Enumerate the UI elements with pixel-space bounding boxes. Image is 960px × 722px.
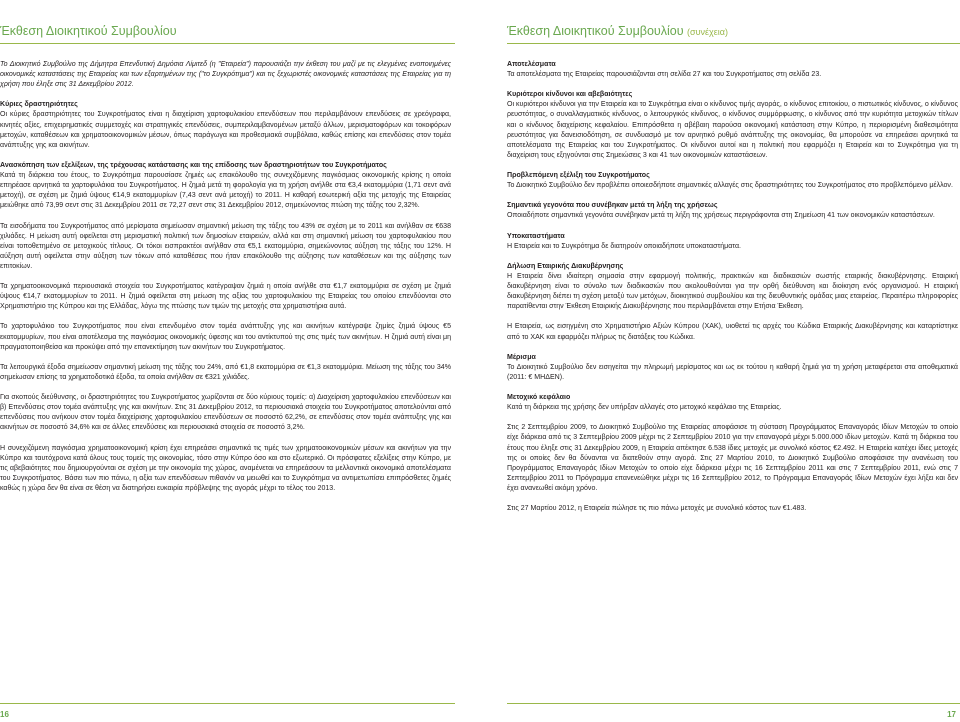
paragraph-governance-2: Η Εταιρεία, ως εισηγμένη στο Χρηματιστήριο Αξιών Κύπρου (ΧΑΚ), υιοθετεί τις αρχές του Κώδικα Εταιρικής Διακυβέρνησης και καταρτίστηκε από το ΧΑΚ και εφαρμόζει πλήρως τις διατάξεις του Κώδικα. bbox=[507, 323, 958, 341]
heading-subsequent-events: Σημαντικά γεγονότα που συνέβηκαν μετά τη λήξη της χρήσεως bbox=[507, 202, 718, 210]
header-right-title: Έκθεση Διοικητικού Συμβουλίου bbox=[507, 24, 684, 38]
paragraph-share-capital-3: Στις 27 Μαρτίου 2012, η Εταιρεία πώλησε τις πιο πάνω μετοχές με συνολικό κόστος των €1.483. bbox=[507, 505, 807, 513]
paragraph-review-6: Για σκοπούς διεύθυνσης, οι δραστηριότητες του Συγκροτήματος χωρίζονται σε δύο κύριους τομείς: α) Διαχείριση χαρτοφυλακίου επενδύσεων και β) Επενδύσεις στον τομέα ανάπτυξης γης και ακινήτων. Στις 31 Δεκεμβρίου 2012, τα περιουσιακά στοιχεία του Συγκροτήματος αποτελούνται από επενδύσεις που ανήκουν στον τομέα διαχείρισης χαρτοφυλακίου επενδύσεων σε ποσοστό 62,2%, σε επενδύσεις στον τομέα ανάπτυξης γης και ακινήτων σε ποσοστό 34,6% και σε άλλες επενδύσεις και περιουσιακά στοιχεία σε ποσοστό 3,2%. bbox=[0, 394, 451, 432]
page-number-right: 17 bbox=[947, 710, 956, 719]
heading-risks: Κυριότεροι κίνδυνοι και αβεβαιότητες bbox=[507, 91, 633, 99]
page-header-left: Έκθεση Διοικητικού Συμβουλίου bbox=[0, 24, 177, 38]
paragraph-branches: Η Εταιρεία και το Συγκρότημα δε διατηρούν οποιαδήποτε υποκαταστήματα. bbox=[507, 242, 741, 250]
page-number-left: 16 bbox=[0, 710, 9, 719]
paragraph-review-1: Κατά τη διάρκεια του έτους, το Συγκρότημα παρουσίασε ζημιές ως επακόλουθο της συνεχιζόμενης παγκόσμιας οικονομικής κρίσης η οποία επηρέασε αρνητικά τα χαρτοφυλάκια του Συγκροτήματος. Η ζημιά μετά τη φορολογία για τη χρήση ανήλθε στα €3,4 εκατομμύρια (1,71 σεντ ανά μετοχή), σε σχέση με ζημιά ύψους €14,9 εκατομμυρίων (7,43 σεντ ανά μετοχή) το 2011. Η καθαρή εσωτερική αξία της μετοχής της Εταιρείας μειώθηκε από 73,99 σεντ στις 31 Δεκεμβρίου 2011 σε 72,27 σεντ στις 31 Δεκεμβρίου 2012, σημειώνοντας πτώση της τάξης του 2,32%. bbox=[0, 172, 451, 210]
heading-outlook: Προβλεπόμενη εξέλιξη του Συγκροτήματος bbox=[507, 172, 650, 180]
heading-review: Ανασκόπηση των εξελίξεων, της τρέχουσας κατάστασης και της επίδοσης των δραστηριοτήτων του Συγκροτήματος bbox=[0, 161, 387, 169]
right-column bbox=[507, 60, 958, 524]
paragraph-governance-1: Η Εταιρεία δίνει ιδιαίτερη σημασία στην εφαρμογή πολιτικής, πρακτικών και διαδικασιών σωστής εταιρικής διακυβέρνησης. Εταιρική διακυβέρνηση είναι το σύνολο των διαδικασιών που ακολουθούνται για την ορθή διεύθυνση και διοίκηση ενός οργανισμού. Η εταιρική διακυβέρνηση διέπει τη σχέση μεταξύ των μετόχων, διοικητικού συμβουλίου και της διευθυντικής ομάδας μιας εταιρείας. Περαιτέρω πληροφορίες παρατίθενται στην Έκθεση Εταιρικής Διακυβέρνησης που περιλαμβάνεται στην Ετήσια Έκθεση. bbox=[507, 272, 958, 311]
intro-paragraph: Το Διοικητικό Συμβούλιο της Δήμητρα Επενδυτική Δημόσια Λίμιτεδ (η "Εταιρεία") παρουσιάζει την έκθεση του μαζί με τις ελεγμένες ενοποιημένες οικονομικές καταστάσεις της Εταιρείας και των εξαρτημένων της ("το Συγκρότημα") και τις ξεχωριστές οικονομικές καταστάσεις της Εταιρείας για τη χρήση που έληξε στις 31 Δεκεμβρίου 2012. bbox=[0, 61, 451, 89]
heading-share-capital: Μετοχικό κεφάλαιο bbox=[507, 394, 571, 402]
paragraph-risks: Οι κυριότεροι κίνδυνοι για την Εταιρεία και το Συγκρότημα είναι ο κίνδυνος τιμής αγοράς, ο κίνδυνος επιτοκίου, ο πιστωτικός κίνδυνος, ο κίνδυνος ρευστότητας, ο συναλλαγματικός κίνδυνος, ο λειτουργικός κίνδυνος, ο κίνδυνος συμμόρφωσης, ο κίνδυνος από την κυριότητα μετοχικών τίτλων και ο κίνδυνος διαχείρισης κεφαλαίου. Επιπρόσθετα η αβέβαιη παρούσα οικονομική κατάσταση στην Κύπρο, η περιορισμένη διαθεσιμότητα ρευστότητας για δανεισιοδότηση, σε συνδυασμό με τον αρνητικό ρυθμό ανάπτυξης της οικονομίας, θα μπορούσε να επηρεάσει αρνητικά τα αποτελέσματα της Εταιρείας και του Συγκροτήματος. Οι κίνδυνοι αυτοί και η πολιτική που εφαρμόζει η Εταιρεία και το Συγκρότημα για τη διαχείριση τους εξηγούνται στις Σημειώσεις 3 και 41 των οικονομικών καταστάσεων. bbox=[507, 101, 958, 159]
heading-governance: Δήλωση Εταιρικής Διακυβέρνησης bbox=[507, 262, 624, 270]
heading-results: Αποτελέσματα bbox=[507, 61, 556, 68]
header-right-subtitle: (συνέχεια) bbox=[687, 27, 728, 37]
paragraph-outlook: Το Διοικητικό Συμβούλιο δεν προβλέπει οποιεσδήποτε σημαντικές αλλαγές στις δραστηριότητες του Συγκροτήματος στο προβλεπόμενο μέλλον. bbox=[507, 182, 953, 190]
header-divider-right bbox=[507, 43, 960, 44]
heading-branches: Υποκαταστήματα bbox=[507, 232, 565, 240]
paragraph-review-4: Το χαρτοφυλάκιο του Συγκροτήματος που είναι επενδυμένο στον τομέα ανάπτυξης γης και ακινήτων κατέγραψε ζημίες ζημιά ύψους €5 εκατομμυρίων, που είναι αποτέλεσμα της παγκόσμιας οικονομικής ύφεσης και του αντίκτυπού της στις τιμές των ακινήτων. Η ζημιά αυτή είναι μη πραγματοποιηθείσα και προκύψει από την επανεκτίμηση των ακινήτων του Συγκροτήματος. bbox=[0, 323, 451, 351]
paragraph-review-3: Τα χρηματοοικονομικά περιουσιακά στοιχεία του Συγκροτήματος κατέγραψαν ζημιά η οποία ανήλθε στα €1,7 εκατομμύρια σε σχέση με ζημιά ύψους €14,7 εκατομμυρίων το 2011. Η ζημιά οφείλεται στη μείωση της αξίας του χαρτοφυλακίου της Εταιρείας του οποίου επενδύονται στο Χρηματιστήριο της Κύπρου και της Ελλάδας, λόγω της πτώσης των τιμών της μετοχής στα χρηματιστήρια αυτά. bbox=[0, 283, 451, 311]
left-column bbox=[0, 60, 451, 504]
header-divider-left bbox=[0, 43, 455, 44]
paragraph-dividend: Το Διοικητικό Συμβούλιο δεν εισηγείται την πληρωμή μερίσματος και ως εκ τούτου η καθαρή ζημιά για τη χρήση μεταφέρεται στα αποθεματικά (2011: € ΜΗΔΕΝ). bbox=[507, 363, 958, 381]
page-header-right bbox=[507, 24, 728, 38]
heading-main-activities: Κύριες δραστηριότητες bbox=[0, 101, 78, 109]
heading-dividend: Μέρισμα bbox=[507, 353, 536, 361]
paragraph-share-capital-1: Κατά τη διάρκεια της χρήσης δεν υπήρξαν αλλαγές στο μετοχικό κεφάλαιο της Εταιρείας. bbox=[507, 404, 782, 412]
paragraph-share-capital-2: Στις 2 Σεπτεμβρίου 2009, το Διοικητικό Συμβούλιο της Εταιρείας αποφάσισε τη σύσταση Προγράμματος Επαναγοράς Ιδίων Μετοχών το οποίο είχε διάρκεια από τις 3 Σεπτεμβρίου 2009 μέχρι τις 2 Σεπτεμβρίου 2010 για την επαναγορά μέχρι 5.000.000 ιδίων μετοχών. Κατά τη διάρκεια του έτους που έληξε στις 31 Δεκεμβρίου 2009, η Εταιρεία απέκτησε 6.538 ίδιες μετοχές με συνολικό κόστος €2.492. Η Εταιρεία κατέχει ίδιες μετοχές της οι οποίες δεν θα δύνανται να διατεθούν στην αγορά. Στις 27 Μαρτίου 2010, το Διοικητικό Συμβούλιο αποφάσισε την ανανέωση του Προγράμματος Επαναγοράς Ιδίων Μετοχών το οποίο είχε διάρκεια μέχρι τις 16 Σεπτεμβρίου 2011 και στις 7 Σεπτεμβρίου 2011, ενώ στις 7 Σεπτεμβρίου 2011 το Πρόγραμμα επανενεώθηκε μέχρι τις 16 Σεπτεμβρίου 2012, το Πρόγραμμα Επαναγοράς Ιδίων Μετοχών έχει λήξει και δεν έχει ανανεωθεί ακόμη χρόνο. bbox=[507, 424, 958, 492]
paragraph-review-2: Τα εισοδήματα του Συγκροτήματος από μερίσματα σημείωσαν σημαντική μείωση της τάξης του 43% σε σχέση με το 2011 και ανήλθαν σε €638 χιλιάδες. Η μείωση αυτή οφείλεται στη μερισματική πολιτική των δημοσίων εταιρειών, αλλά και στη σημαντική μείωση του χαρτοφυλακίου που είναι τοποθετημένο σε μετοχικούς τίτλους. Οι τόκοι εισπρακτέοι ανήλθαν στα €5,1 εκατομμύρια, σημειώνοντας αύξηση της τάξης του 12%. Η αύξηση αυτή οφείλεται στην αύξηση των τόκων από καταθέσεις που ήταν επακόλουθο της αύξησης των καταθέσεων και της αύξησης των επιτοκίων. bbox=[0, 222, 451, 270]
footer-divider-right bbox=[507, 703, 960, 704]
paragraph-main-activities: Οι κύριες δραστηριότητες του Συγκροτήματος είναι η διαχείριση χαρτοφυλακίου επενδύσεων που περιλαμβάνουν επενδύσεις σε χρεόγραφα, κινητές αξίες, επιχειρηματικές συμμετοχές και στρατηγικές επενδύσεις, συμπεριλαμβανομένων μεταξύ άλλων, μερισματοφόρων και τοκοφόρων μετοχών, καταθέσεων και χρηματοοικονομικών μέσων, όπως παράγωγα και προθεσμιακά συμβόλαια, καθώς επίσης και επενδύσεις στον τομέα ανάπτυξης γης και ακινήτων. bbox=[0, 111, 451, 149]
footer-divider-left bbox=[0, 703, 455, 704]
paragraph-review-5: Τα λειτουργικά έξοδα σημείωσαν σημαντική μείωση της τάξης του 24%, από €1,8 εκατομμύρια σε €1,3 εκατομμύρια. Μείωση της τάξης του 34% σημείωσαν επίσης τα χρηματοδοτικά έξοδα, τα οποία ανήλθαν σε €321 χιλιάδες. bbox=[0, 363, 451, 381]
paragraph-review-7: Η συνεχιζόμενη παγκόσμια χρηματοοικονομική κρίση έχει επηρεάσει σημαντικά τις τιμές των χρηματοοικονομικών μέσων και ακινήτων για την Κύπρο και ταυτόχρονα κατά όλους τους τομείς της οικονομίας, τόσο στην Κύπρο όσο και στο εξωτερικό. Οι πρόσφατες εξελίξεις στην Κύπρο, με τις αβεβαιότητες που δημιουργούνται σε σχέση με την οικονομία της χώρας, αναμένεται να επηρεάσουν τα μελλοντικά οικονομικά αποτελέσματα του Συγκροτήματος. Βάσει των πιο πάνω, η αξία των επενδύσεων πιθανόν να μειωθεί και το Συγκρότημα να αντιμετωπίσει επιπρόσθετες ζημιές καθώς η χώρα δεν θα είναι σε θέση να διατηρήσει ευκαιρία πρόβλεψης της αγοράς μέχρι το τέλος του 2013. bbox=[0, 444, 451, 492]
paragraph-subsequent-events: Οποιαδήποτε σημαντικά γεγονότα συνέβηκαν μετά τη λήξη της χρήσεως περιγράφονται στη Σημείωση 41 των οικονομικών καταστάσεων. bbox=[507, 212, 935, 220]
paragraph-results: Τα αποτελέσματα της Εταιρείας παρουσιάζονται στη σελίδα 27 και του Συγκροτήματος στη σελίδα 23. bbox=[507, 71, 822, 79]
